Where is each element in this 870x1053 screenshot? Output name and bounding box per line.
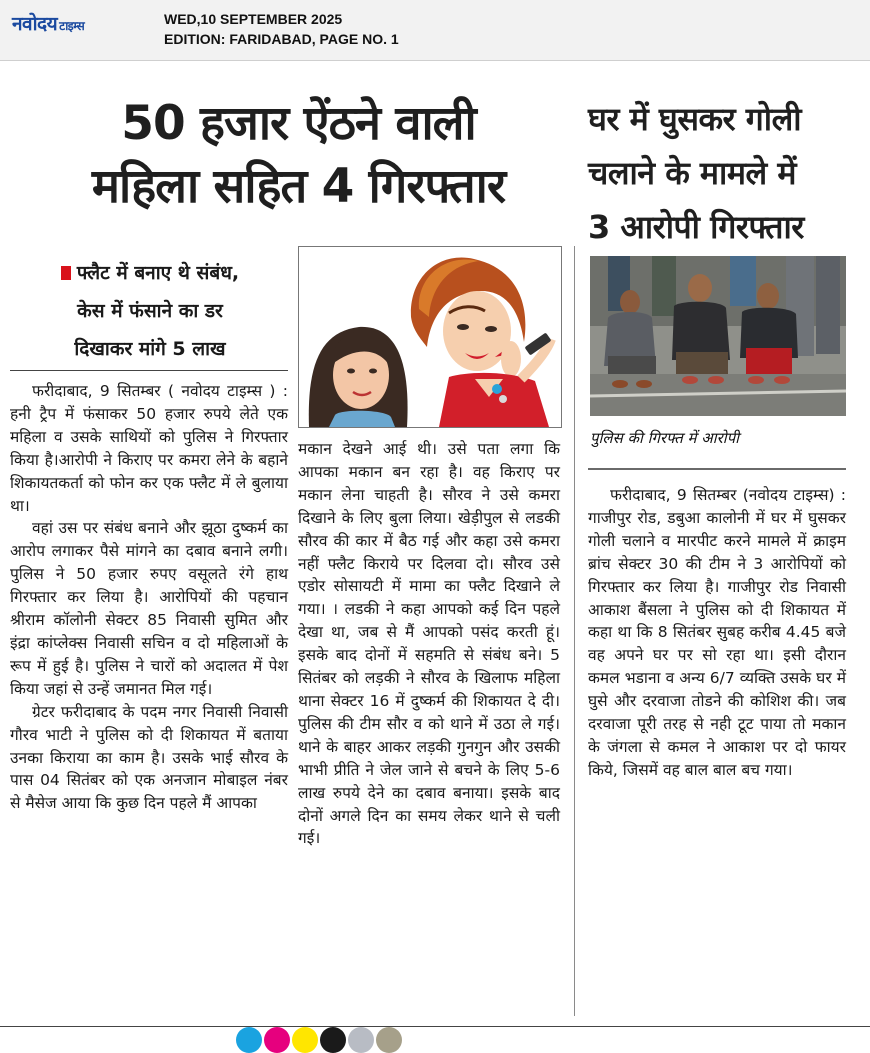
story2-headline-line2: चलाने के मामले में bbox=[588, 154, 796, 192]
story2-column bbox=[588, 484, 846, 782]
story1-illustration bbox=[298, 246, 562, 428]
column-divider bbox=[574, 246, 575, 1016]
caption-divider bbox=[588, 468, 846, 470]
accused-photo bbox=[590, 256, 846, 416]
illustration-drawing bbox=[299, 247, 561, 427]
story1-col1-para3: ग्रेटर फरीदाबाद के पदम नगर निवासी निवासी गौरव भाटी ने पुलिस को दी शिकायत में बताया उनका किराया का काम है। उसके भाई सौरव के पास 04 सितंबर को एक अनजान मोबाइल नंबर से मैसेज आया कि कुछ दिन पहले मैं आपका bbox=[10, 702, 288, 813]
story1-column1 bbox=[10, 380, 288, 815]
story2-headline bbox=[588, 92, 866, 254]
subhead-line1: फ्लैट में बनाए थे संबंध, bbox=[76, 262, 240, 284]
story1-headline bbox=[6, 92, 591, 218]
story1-headline-line1: 50 हजार ऐंठने वाली bbox=[121, 96, 476, 151]
story2-col3-para1: फरीदाबाद, 9 सितम्बर (नवोदय टाइम्स) : गाजीपुर रोड, डबुआ कालोनी में घर में घुसकर गोली चलाने व मारपीट करने मामले में क्राइम ब्रांच सेक्टर 30 की टीम ने 3 आरोपियों को गिरफ्तार कर लिया है। गाजीपुर रोड निवासी आकाश बैंसला ने पुलिस को दी शिकायत में कहा था कि 8 सितंबर सुबह करीब 4.45 बजे वह अपने घर पर सो रहा था। इसी दौरान कमल भडाना व अन्य 6/7 व्यक्ति उसके घर में घुसे और दरवाजा तोडने की कोशिश की। जब दरवाजा पूरी तरह से नही टूट पाया तो मकान के जंगला से कमल ने आकाश पर दो फायर किये, जिसमें वह बाल बाल बच गया। bbox=[588, 486, 846, 779]
subhead-divider bbox=[10, 370, 288, 371]
edition-info bbox=[164, 9, 399, 49]
registration-magenta-mark bbox=[264, 1027, 290, 1053]
masthead bbox=[0, 0, 870, 61]
photo-caption: पुलिस की गिरफ्त में आरोपी bbox=[590, 429, 740, 447]
registration-black-mark bbox=[320, 1027, 346, 1053]
registration-grey-mark bbox=[348, 1027, 374, 1053]
edition-line: EDITION: FARIDABAD, PAGE NO. 1 bbox=[164, 31, 399, 47]
red-bullet-icon bbox=[61, 266, 71, 280]
logo-sub: टाइम्स bbox=[59, 19, 85, 33]
registration-cyan-mark bbox=[236, 1027, 262, 1053]
story1-col1-para2: वहां उस पर संबंध बनाने और झूठा दुष्कर्म का आरोप लगाकर पैसे मांगने का दबाव बनाने लगी। पुलिस ने 50 हजार रुपए वसूलते रंगे हाथ गिरफ्तार कर लिया है। आरोपियों की पहचान श्रीराम कॉलोनी सेक्टर 85 निवासी सुमित और इंद्रा कांप्लेक्स निवासी सचिन व दो महिलाओं के रूप में हुई है। पुलिस ने चारों को अदालत में पेश किया जहां से उन्हें जमानत मिल गई। bbox=[10, 519, 288, 698]
registration-yellow-mark bbox=[292, 1027, 318, 1053]
story2-headline-line3: 3 आरोपी गिरफ्तार bbox=[588, 208, 804, 246]
date-line: WED,10 SEPTEMBER 2025 bbox=[164, 11, 343, 27]
story1-column2 bbox=[298, 438, 560, 850]
story1-col1-para1: फरीदाबाद, 9 सितम्बर ( नवोदय टाइम्स ) : हनी ट्रैप में फंसाकर 50 हजार रुपये लेते एक महिला व उसके साथियों को पुलिस ने गिरफ्तार किया है।आरोपी ने किराए पर कमरा लेने के बहाने शिकायतकर्ता को फोन कर एक फ्लैट में ले बुलाया था। bbox=[10, 382, 288, 515]
story2-headline-line1: घर में घुसकर गोली bbox=[588, 100, 802, 138]
logo-main: नवोदय bbox=[12, 13, 58, 35]
logo bbox=[12, 10, 84, 36]
footer-divider bbox=[0, 1026, 870, 1027]
story1-subheadline bbox=[10, 254, 290, 368]
story2-photo bbox=[590, 256, 846, 416]
subhead-line3: दिखाकर मांगे 5 लाख bbox=[74, 338, 226, 360]
story1-col2-para1: मकान देखने आई थी। उसे पता लगा कि आपका मकान बन रहा है। वह किराए पर मकान लेना चाहती है। सौरव ने उसे कमरा दिखाने के लिए बुला लिया। खेड़ीपुल से लडकी सौरव की कार में बैठ गई और कहा उसे कमरा नहीं फ्लैट किराये पर दिलवा दो। सौरव उसे एडोर सोसायटी में मामा का फ्लैट दिखाने ले गया। । लडकी ने कहा आपको कई दिन पहले देखा था, जब से मैं आपको पसंद करती हूं। इसके बाद दोनों में सहमति से संबंध बने। 5 सितंबर को लड़की ने सौरव के खिलाफ महिला थाना सेक्टर 16 में दुष्कर्म की शिकायत दे दी। पुलिस की टीम सौर व को थाने में उठा ले गई। थाने के बाहर आकर लड़की गुनगुन और उसकी भाभी प्रीति ने जेल जाने से बचने के लिए 5-6 लाख रुपये देने का दबाव बनाया। इसके बाद दोनों अगले दिन का समय लेकर थाने से चली गई। bbox=[298, 440, 560, 848]
registration-khaki-mark bbox=[376, 1027, 402, 1053]
story1-headline-line2: महिला सहित 4 गिरफ्तार bbox=[91, 159, 506, 214]
subhead-line2: केस में फंसाने का डर bbox=[77, 300, 223, 322]
